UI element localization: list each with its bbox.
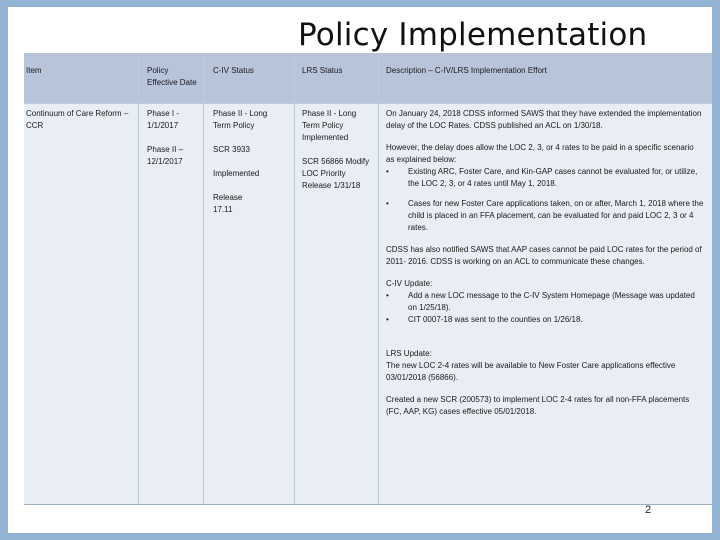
bullet-icon: • bbox=[386, 199, 389, 208]
lrs-status-phase: Phase II - Long Term Policy Implemented bbox=[302, 109, 357, 142]
description-paragraph: CDSS has also notified SAWS that AAP cases cannot be paid LOC rates for the period of 2011- 2016. CDSS is working on an ACL to communicate these changes. bbox=[386, 245, 702, 266]
list-item bbox=[386, 290, 704, 314]
header-effective-date-label: Policy Effective Date bbox=[147, 66, 197, 87]
header-civ-status-label: C-IV Status bbox=[213, 66, 254, 75]
cell-civ-status bbox=[204, 104, 294, 505]
slide bbox=[8, 7, 712, 533]
header-description-label: Description – C-IV/LRS Implementation Effort bbox=[386, 66, 547, 75]
list-item bbox=[386, 198, 704, 234]
list-item bbox=[386, 314, 704, 326]
header-civ-status bbox=[204, 53, 294, 103]
lrs-update-label: LRS Update: bbox=[386, 349, 432, 358]
list-item bbox=[386, 166, 704, 190]
civ-status-scr: SCR 3933 bbox=[213, 145, 250, 154]
civ-status-implemented: Implemented bbox=[213, 169, 260, 178]
description-body bbox=[386, 108, 704, 418]
cell-description bbox=[379, 104, 712, 505]
bullet-icon: • bbox=[386, 315, 389, 324]
cell-effective-date bbox=[139, 104, 203, 505]
page-number: 2 bbox=[645, 504, 652, 516]
divider bbox=[24, 504, 712, 505]
bullet-icon: • bbox=[386, 167, 389, 176]
header-lrs-status-label: LRS Status bbox=[302, 66, 343, 75]
civ-status-phase: Phase II - Long Term Policy bbox=[213, 109, 268, 130]
header-item-label: Item bbox=[26, 66, 42, 75]
list-item-text: Cases for new Foster Care applications taken, on or after, March 1, 2018 where the child is placed in an FFA placement, can be evaluated for and paid LOC 2, 3 or 4 rates. bbox=[408, 199, 704, 232]
cell-lrs-status bbox=[295, 104, 378, 505]
cell-item bbox=[24, 104, 138, 505]
list-item-text: CIT 0007-18 was sent to the counties on 1/26/18. bbox=[408, 315, 583, 324]
description-paragraph: Created a new SCR (200573) to implement LOC 2-4 rates for all non-FFA placements (FC, AAP, KG) cases effective 05/01/2018. bbox=[386, 395, 690, 416]
civ-update-label: C-IV Update: bbox=[386, 279, 433, 288]
bullet-icon: • bbox=[386, 291, 389, 300]
header-lrs-status bbox=[295, 53, 378, 103]
lrs-update-text: The new LOC 2-4 rates will be available to New Foster Care applications effective 03/01/2018 (56866). bbox=[386, 361, 676, 382]
header-item bbox=[24, 53, 138, 103]
lrs-status-scr: SCR 56866 Modify LOC Priority Release 1/31/18 bbox=[302, 157, 370, 190]
policy-table bbox=[24, 53, 712, 505]
page-title: Policy Implementation bbox=[298, 17, 648, 53]
list-item-text: Existing ARC, Foster Care, and Kin-GAP cases cannot be evaluated for, or utilize, the LOC 2, 3, or 4 rates until May 1, 2018. bbox=[408, 167, 698, 188]
header-effective-date bbox=[139, 53, 203, 103]
header-description bbox=[379, 53, 712, 103]
effective-date-phase1: Phase I - 1/1/2017 bbox=[147, 109, 180, 130]
civ-status-release: Release 17.11 bbox=[213, 193, 243, 214]
description-paragraph: However, the delay does allow the LOC 2, 3, or 4 rates to be paid in a specific scenario as explained below: bbox=[386, 143, 694, 164]
list-item-text: Add a new LOC message to the C-IV System Homepage (Message was updated on 1/25/18). bbox=[408, 291, 695, 312]
description-paragraph: On January 24, 2018 CDSS informed SAWS that they have extended the implementation delay of the LOC Rates. CDSS published an ACL on 1/30/18. bbox=[386, 109, 702, 130]
effective-date-phase2: Phase II – 12/1/2017 bbox=[147, 145, 184, 166]
item-name: Continuum of Care Reform – CCR bbox=[26, 109, 129, 130]
